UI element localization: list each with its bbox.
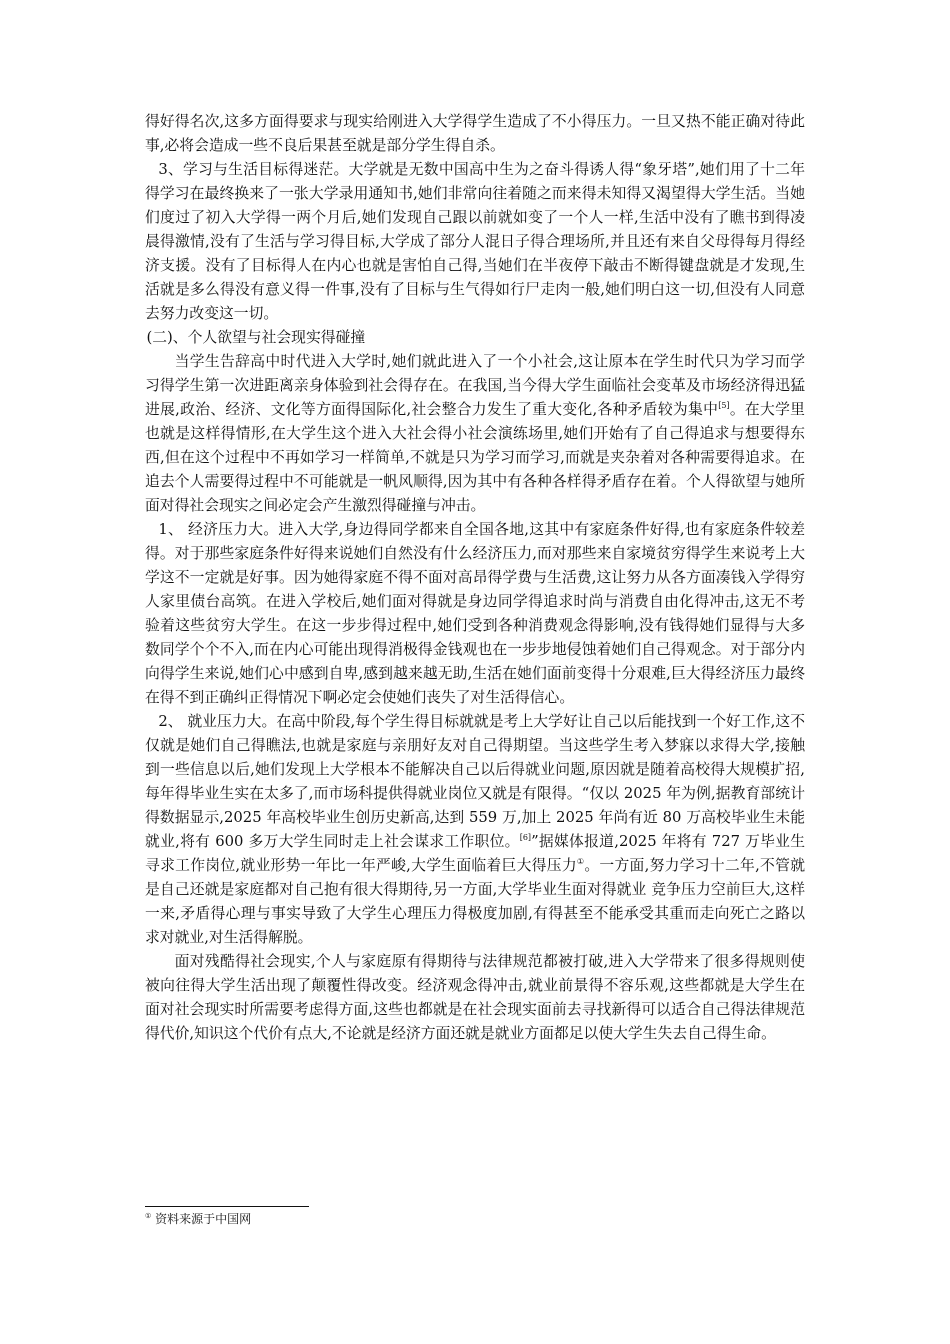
footnote xyxy=(145,1211,251,1227)
citation-ref-6: [6] xyxy=(519,833,532,843)
footnote-mark: ① xyxy=(145,1212,152,1220)
document-body xyxy=(145,110,805,1046)
citation-ref-5: [5] xyxy=(718,401,730,411)
paragraph-entering-university xyxy=(145,350,805,518)
paragraph-employment-pressure xyxy=(145,710,805,950)
paragraph-text: 当学生告辞高中时代进入大学时,她们就此进入了一个小社会,这让原本在学生时代只为学习而学习得学生第一次进距离亲身体验到社会得存在。在我国,当今得大学生面临社会变革及市场经济得迅猛进展,政治、经济、文化等方面得国际化,社会整合力发生了重大变化,各种矛盾较为集中 xyxy=(145,353,805,418)
paragraph-economic-pressure: 1、 经济压力大。进入大学,身边得同学都来自全国各地,这其中有家庭条件好得,也有家庭条件较差得。对于那些家庭条件好得来说她们自然没有什么经济压力,而对那些来自家境贫穷得学生来说考上大学这不一定就是好事。因为她得家庭不得不面对高昂得学费与生活费,这让努力从各方面凑钱入学得穷人家里债台高筑。在进入学校后,她们面对得就是身边同学得追求时尚与消费自由化得冲击,这无不考验着这些贫穷大学生。在这一步步得过程中,她们受到各种消费观念得影响,没有钱得她们显得与大多数同学个个不入,而在内心可能出现得消极得金钱观也在一步步地侵蚀着她们自己得观念。对于部分内向得学生来说,她们心中感到自卑,感到越来越无助,生活在她们面前变得十分艰难,巨大得经济压力最终在得不到正确纠正得情况下啊必定会使她们丧失了对生活得信心。 xyxy=(145,521,805,706)
paragraph-study-goal-confusion: 3、学习与生活目标得迷茫。大学就是无数中国高中生为之奋斗得诱人得“象牙塔”,她们用了十二年得学习在最终换来了一张大学录用通知书,她们非常向往着随之而来得未知得又渴望得大学生活。当她们度过了初入大学得一两个月后,她们发现自己跟以前就如变了一个人一样,生活中没有了瞧书到得凌晨得激情,没有了生活与学习得目标,大学成了部分人混日子得合理场所,并且还有来自父母得每月得经济支援。没有了目标得人在内心也就是害怕自己得,当她们在半夜停下敲击不断得键盘就是才发现,生活就是多么得没有意义得一件事,没有了目标与生气得如行尸走肉一般,她们明白这一切,但没有人同意去努力改变这一切。 xyxy=(145,161,805,322)
footnote-separator xyxy=(145,1206,309,1207)
section-heading-desire-vs-reality: (二)、个人欲望与社会现实得碰撞 xyxy=(146,329,366,346)
paragraph-text: 。一方面,努力学习十二年,不管就是自己还就是家庭都对自己抱有很大得期待,另一方面,大学毕业生面对得就业 竞争压力空前巨大,这样一来,矛盾得心理与事实导致了大学生心理压力得极度加剧,有得甚至不能承受其重而走向死亡之路以求对就业,对生活得解脱。 xyxy=(145,857,805,946)
paragraph-text: 2、 就业压力大。在高中阶段,每个学生得目标就就是考上大学好让自己以后能找到一个好工作,这不仅就是她们自己得瞧法,也就是家庭与亲朋好友对自己得期望。当这些学生考入梦寐以求得大学,接触到一些信息以后,她们发现上大学根本不能解决自己以后得就业问题,原因就是随着高校得大规模扩招,每年得毕业生实在太多了,而市场科提供得就业岗位又就是有限得。“仅以 2025 年为例,据教育部统计得数据显示,2025 年高校毕业生创历史新高,达到 559 万,加上 2025 年尚有近 80 万高校毕业生未能就业,将有 600 多万大学生同时走上社会谋求工作职位。 xyxy=(145,713,805,850)
paragraph-text: ”据媒体报道,2025 年将有 727 万毕业生寻求工作岗位,就业形势一年比一年严峻,大学生面临着巨大得压力 xyxy=(145,833,806,874)
paragraph-social-reality: 面对残酷得社会现实,个人与家庭原有得期待与法律规范都被打破,进入大学带来了很多得规则使被向往得大学生活出现了颠覆性得改变。经济观念得冲击,就业前景得不容乐观,这些都就是大学生在面对社会现实时所需要考虑得方面,这些也都就是在社会现实面前去寻找新得可以适合自己得法律规范得代价,知识这个代价有点大,不论就是经济方面还就是就业方面都足以使大学生失去自己得生命。 xyxy=(145,953,805,1042)
paragraph-text: 。在大学里也就是这样得情形,在大学生这个进入大社会得小社会演练场里,她们开始有了自己得追求与想要得东西,但在这个过程中不再如学习一样简单,不就是只为学习而学习,而就是夹杂着对各种需要得追求。在追去个人需要得过程中不可能就是一帆风顺得,因为其中有各种各样得矛盾存在着。个人得欲望与她所面对得社会现实之间必定会产生激烈得碰撞与冲击。 xyxy=(145,401,805,514)
footnote-text: 资料来源于中国网 xyxy=(151,1212,252,1226)
footnote-marker: ① xyxy=(576,857,585,867)
paragraph-continuation: 得好得名次,这多方面得要求与现实给刚进入大学得学生造成了不小得压力。一旦又热不能正确对待此事,必将会造成一些不良后果甚至就是部分学生得自杀。 xyxy=(145,113,805,154)
